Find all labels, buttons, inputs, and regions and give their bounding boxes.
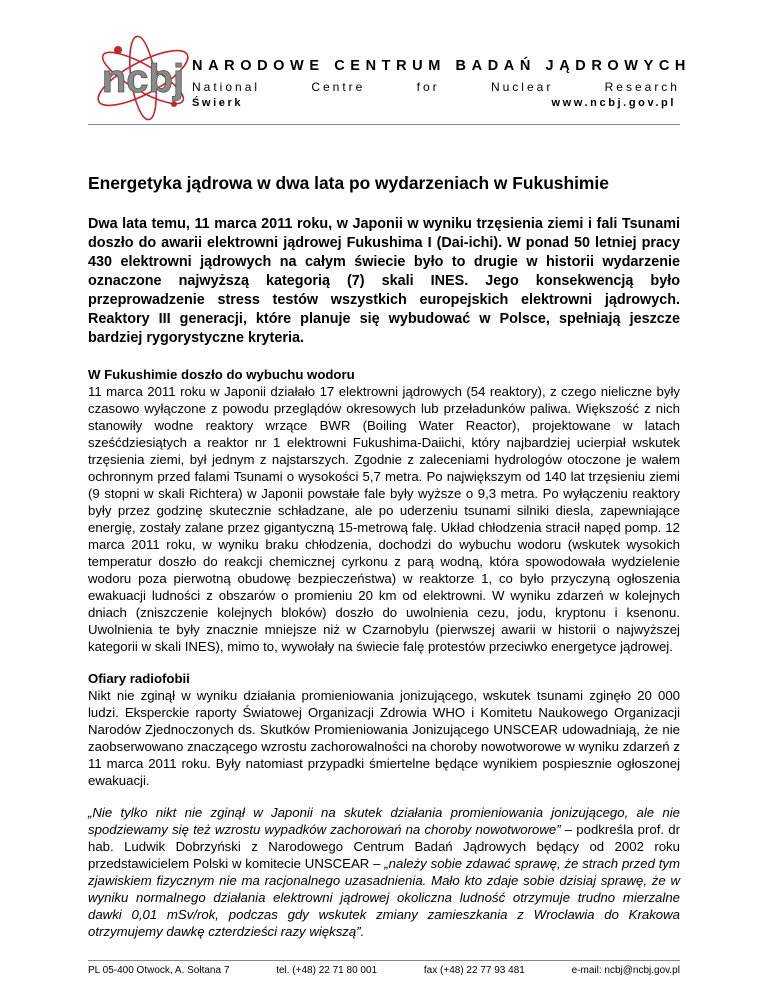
section-heading: Ofiary radiofobii (88, 671, 190, 686)
footer-divider (88, 960, 680, 961)
ncbj-logo (88, 30, 198, 126)
section-body: Nikt nie zginął w wyniku działania promieniowania jonizującego, wskutek tsunami zginęło 20 000 ludzi. Eksperckie raporty Światowej Organizacji Zdrowia WHO i Komitetu Naukowego Organizacji Narodów Zjednoczonych ds. Skutków Promieniowania Jonizującego UNSCEAR udowadniają, że nie zaobserwowano znaczącego wzrostu zachorowalności na choroby nowotworowe w wyniku zdarzeń z 11 marca 2011 roku. Były natomiast przypadki śmiertelne będące wynikiem pospiesznie ogłoszonej ewakuacji. (88, 688, 680, 788)
institution-name: NARODOWE CENTRUM BADAŃ JĄDROWYCH (192, 58, 691, 74)
website-link[interactable]: www.ncbj.gov.pl (551, 97, 676, 109)
logo-text: ncbj (101, 57, 185, 101)
location: Świerk (192, 97, 244, 109)
institution-english-name (192, 80, 680, 94)
article-title: Energetyka jądrowa w dwa lata po wydarzeniach w Fukushimie (88, 173, 609, 193)
quote-paragraph (88, 804, 680, 940)
article-lead: Dwa lata temu, 11 marca 2011 roku, w Japonii w wyniku trzęsienia ziemi i fali Tsunami doszło do awarii elektrowni jądrowej Fukushima I (Dai-ichi). W ponad 50 letniej pracy 430 elektrowni jądrowych na całym świecie było to drugie w historii wydarzenie oznaczone najwyższą kategorią (7) skali INES. Jego konsekwencją było przeprowadzenie stress testów wszystkich europejskich elektrowni jądrowych. Reaktory III generacji, które planuje się wybudować w Polsce, spełniają jeszcze bardziej rygorystyczne kryteria. (88, 216, 680, 346)
quote-text: „należy sobie zdawać sprawę, że strach przed tym zjawiskiem fizycznym nie ma racjonalnego uzasadnienia. Mało kto zdaje sobie dzisiaj sprawę, że w wyniku normalnego działania elektrowni jądrowej okoliczna ludność otrzymuje trudno mierzalne dawki 0,01 mSv/rok, podczas gdy wskutek zmiany zamieszkania z Wrocławia do Krakowa otrzymujemy dawkę czterdzieści razy większą”. (88, 856, 680, 939)
footer (88, 965, 680, 976)
footer-email[interactable]: e-mail: ncbj@ncbj.gov.pl (571, 965, 680, 976)
article (88, 172, 680, 955)
quote-text: „Nie tylko nikt nie zginął w Japonii na skutek działania promieniowania jonizującego, ale nie spodziewamy się też wzrostu wypadków zachorowań na choroby nowotworowe” (88, 805, 680, 837)
footer-phone: tel. (+48) 22 71 80 001 (276, 965, 378, 976)
section-heading: W Fukushimie doszło do wybuchu wodoru (88, 367, 355, 382)
header-location-row (192, 97, 676, 109)
section-body: 11 marca 2011 roku w Japonii działało 17 elektrowni jądrowych (54 reaktory), z czego nieliczne były czasowo wyłączone z powodu przeglądów okresowych lub przeładunków paliwa. Większość z nich stanowiły wodne reaktory wrzące BWR (Boiling Water Reactor), projektowane w latach sześćdziesiątych a reaktor nr 1 elektrowni Fukushima-Daiichi, który najbardziej ucierpiał wskutek trzęsienia ziemi, był jednym z najstarszych. Zgodnie z zaleceniami hydrologów otoczone je wałem ochronnym przed falami Tsunami o wysokości 5,7 metra. Po największym od 140 lat trzęsieniu ziemi (9 stopni w skali Richtera) w Japonii powstałe fale były wyższe o 9,3 metra. Po wyłączeniu reaktory były przez godzinę skutecznie schładzane, ale po uderzeniu tsunami silniki diesla, zapewniające energię, zostały zalane przez gigantyczną 15-metrową falę. Układ chłodzenia stracił napęd pomp. 12 marca 2011 roku, w wyniku braku chłodzenia, dochodzi do wybuchu wodoru (wskutek wysokich temperatur doszło do reakcji chemicznej cyrkonu z parą wodną, która spowodowała wydzielenie wodoru poza pierwotną obudowę bezpieczeństwa) w reaktorze 1, co było przyczyną ogłoszenia ewakuacji ludności z obszarów o promieniu 20 km od elektrowni. W wyniku zdarzeń w kolejnych dniach (zniszczenie kolejnych bloków) doszło do uwolnienia cezu, jodu, kryptonu i ksenonu. Uwolnienia te były znacznie mniejsze niż w Czarnobylu (pierwszej awarii w historii o najwyższej kategorii w skali INES), mimo to, wywołały na świecie falę protestów przeciwko energetyce jądrowej. (88, 384, 680, 654)
subtitle-word: Nuclear (490, 80, 554, 94)
subtitle-word: for (416, 80, 440, 94)
subtitle-word: Research (604, 80, 680, 94)
header-divider (88, 124, 680, 125)
footer-fax: fax (+48) 22 77 93 481 (423, 965, 525, 976)
subtitle-word: National (192, 80, 261, 94)
footer-address: PL 05-400 Otwock, A. Sołtana 7 (88, 965, 230, 976)
subtitle-word: Centre (311, 80, 366, 94)
quote-attribution: – podkreśla prof. dr hab. Ludwik Dobrzyński z Narodowego Centrum Badań Jądrowych będący od 2002 roku przedstawicielem Polski w komitecie UNSCEAR – (88, 822, 680, 871)
